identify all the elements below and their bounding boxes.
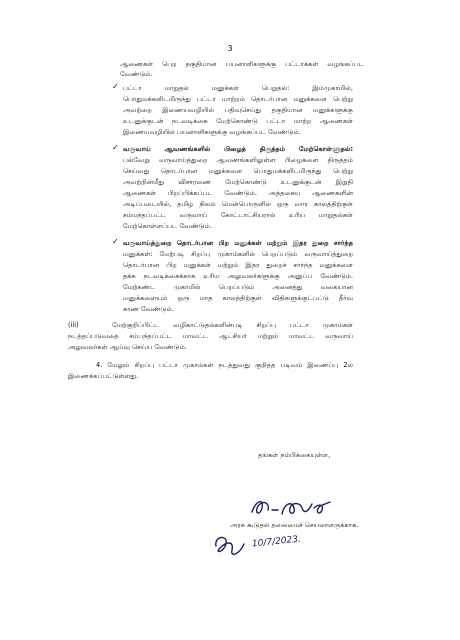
bullet-3-line-6: மனுக்களையும் ஒரு மாத காலத்திற்குள் விதிகளுக்குட்பட்டு தீர்வு — [123, 294, 353, 302]
bullet-3-heading: வருவாய்த்துறை தொடர்பான பிற மனுக்கள் மற்றும் இதர துறை சார்ந்த — [123, 239, 353, 247]
bullet-2-line-4: அவற்றின்மீது விசாரணை மேற்கொண்டு உடனுக்குடன் இறுதி — [123, 178, 353, 186]
para-iii-label: (iii) — [68, 321, 79, 329]
bullet-1-line-1: பட்டா மாறுதல் மனுக்கள் பெறுதல்: இம்முகாமில், — [123, 84, 353, 92]
para-iii-line-1: மேற்குறிப்பிட்ட வழிகாட்டுதல்களின்படி சிறப்பு பட்டா முகாம்கள் — [112, 321, 353, 329]
bullet-1-line-3: அவற்றை இணையவழியில் பதிவுசெய்து தகுதியான மனுக்களுக்கு — [123, 106, 353, 114]
bullet-2-line-8: மேற்கொள்ளப்பட வேண்டும். — [123, 222, 212, 230]
initials-image — [210, 530, 255, 560]
bullet-2-line-7: சம்மந்தப்பட்ட வருவாய் கோட்டாட்சியரால் உரிய மாறுதல்கள் — [123, 211, 353, 219]
checkmark-icon: ✓ — [112, 82, 119, 91]
bullet-3-line-7: காண வேண்டும். — [123, 305, 174, 313]
signatory-designation: அரசு கூடுதல் தலைமைச் செயலாளருக்காக. — [230, 521, 359, 529]
bullet-1-line-5: இணையவழியில் பயனாளிகளுக்கு வழங்கப்பட வேண்டும். — [123, 128, 301, 136]
bullet-2-heading: வருவாய் ஆவணங்களில் பிழைத் திருத்தம் மேற்கொள்ளுதல்: — [123, 145, 353, 153]
bullet-1-line-4: உடனுக்குடன் நடவடிக்கை மேற்கொண்டு பட்டா மாற்ற ஆணைகள் — [123, 117, 353, 125]
para-4-line-2: இணைக்கப்பட்டுள்ளது. — [68, 372, 139, 380]
continuation-line-2: வேண்டும். — [120, 70, 153, 78]
checkmark-icon: ✓ — [112, 143, 119, 152]
checkmark-icon: ✓ — [112, 237, 119, 246]
para-iii-line-3: அலுவலர்கள் ஆய்வு செய்ய வேண்டும். — [68, 343, 187, 351]
para-iii-line-2: நடத்தப்படுவதை சம்பந்தப்பட்ட மாவட்ட ஆட்சியர் மற்றும் மாவட்ட வருவாய் — [68, 332, 353, 340]
closing-salutation: தங்கள் நம்பிக்கையுள்ள, — [258, 451, 331, 459]
bullet-2-line-5: ஆணைகள் பிறப்பிக்கப்பட வேண்டும். அத்தகைய ஆணைகளின் — [123, 189, 353, 197]
bullet-2-line-2: பல்வேறு வருவாய்த்துறை ஆவணங்களிலுள்ள பிழைகளை திருத்தம் — [123, 156, 353, 164]
bullet-3-line-5: மேற்கண்ட முகாமில் பெறப்படும் அனைத்து வகையான — [123, 283, 353, 291]
bullet-3-line-4: தக்க நடவடிக்கைக்காக உரிய அலுவலர்களுக்கு அனுப்ப வேண்டும். — [123, 272, 353, 280]
page-number: 3 — [227, 44, 233, 53]
bullet-3-line-2: மனுக்கள்: மேற்படி சிறப்பு முகாம்களில் பெறப்படும் வருவாய்த்துறை — [123, 250, 353, 258]
bullet-2-line-6: அடிப்படையில், தமிழ் நிலம் மென்பொருளில் ஒரு வார காலத்திற்குள் — [123, 200, 353, 208]
bullet-2-line-3: செய்வது தொடர்பான மனுக்களை பொதுமக்களிடமிருந்து பெற்று — [123, 167, 353, 175]
bullet-1-line-2: பொதுமக்களிடமிருந்து பட்டா மாற்றம் தொடர்பான மனுக்களை பெற்று — [123, 95, 353, 103]
para-4-line-1: 4. மேலும் சிறப்பு பட்டா முகாம்கள் நடத்துவது குறித்த படிவம் இணைப்பு 2ல் — [96, 361, 353, 369]
signature-image — [248, 492, 338, 522]
signature-date: 10/7/2023. — [251, 534, 302, 550]
bullet-3-line-3: தொடர்பான பிற மனுக்கள் மற்றும் இதர துறைச் சார்ந்த மனுக்களை — [123, 261, 353, 269]
continuation-line-1: ஆணைகள் பெற தகுதியான பயனாளிகளுக்கு பட்டாக்கள் வழங்கப்பட — [120, 60, 364, 68]
